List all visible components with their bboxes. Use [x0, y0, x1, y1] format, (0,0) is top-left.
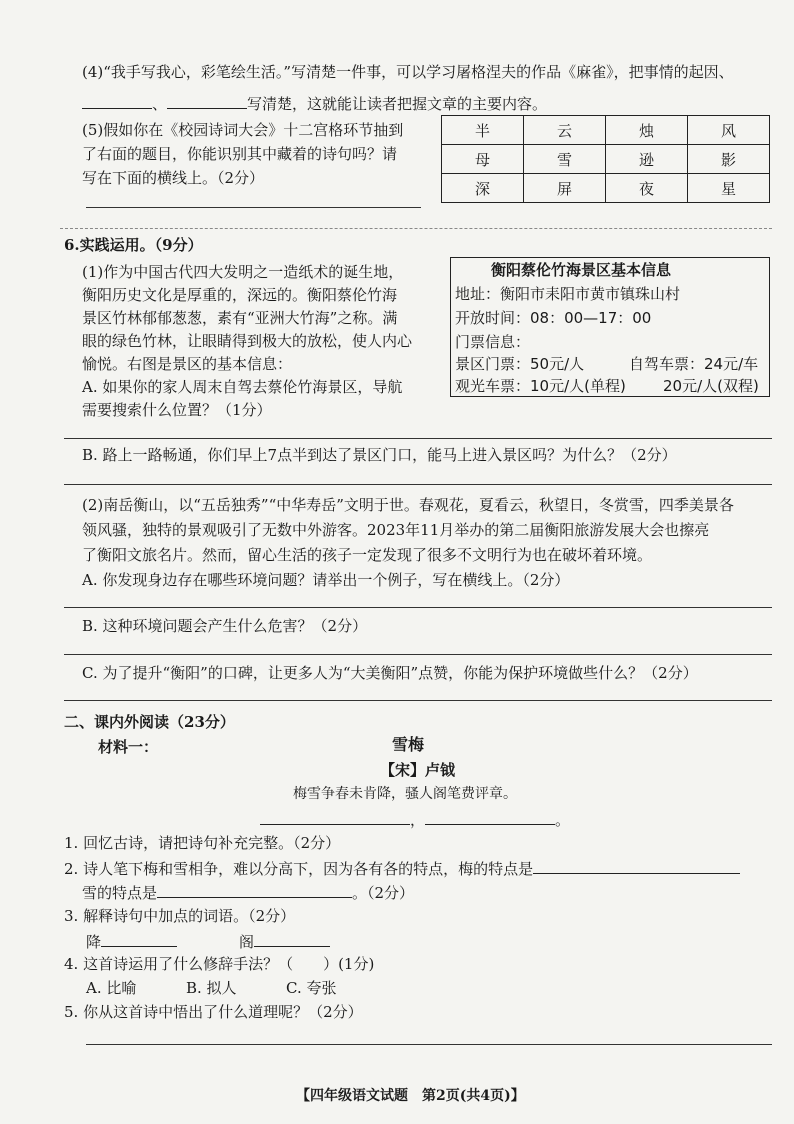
poem-line: 梅雪争春未肯降，骚人阁笔费评章。: [293, 786, 517, 802]
s2-q1: 1. 回忆古诗，请把诗句补充完整。（2分）: [64, 834, 341, 852]
grid-cell[interactable]: 雪: [524, 145, 606, 174]
s2-q2-snow-label: 雪的特点是: [82, 884, 158, 902]
q4-blank-1[interactable]: [82, 92, 152, 109]
q6-p2-qC-answer-line[interactable]: [64, 700, 772, 701]
s2-q2-line1: [64, 857, 740, 879]
q4-separator: 、: [152, 95, 168, 113]
s2-q2-line2: [82, 881, 414, 903]
material-label: 材料一：: [98, 738, 159, 756]
q5-line3: 写在下面的横线上。（2分）: [82, 169, 265, 187]
info-ticket-heading: 门票信息：: [455, 333, 531, 351]
poem-blank-2[interactable]: [425, 808, 555, 825]
s2-q4: 4. 这首诗运用了什么修辞手法？（ ）(1分): [64, 955, 375, 973]
q6-p1-line: 景区竹林郁郁葱葱，素有“亚洲大竹海”之称。满: [82, 309, 398, 327]
q5-answer-line[interactable]: [86, 207, 421, 208]
s2-q3-words: [86, 930, 330, 952]
q6-qA-answer-line[interactable]: [64, 438, 772, 439]
q6-qA-line2: 需要搜索什么位置？（1分）: [82, 401, 272, 419]
s2-q2-plum-blank[interactable]: [533, 857, 740, 874]
poem-blank-line: [260, 808, 570, 830]
section-divider: [60, 228, 772, 229]
info-car-ticket: 自驾车票：24元/车: [629, 355, 759, 373]
s2-q5-answer-line[interactable]: [86, 1044, 772, 1045]
s2-q3: 3. 解释诗句中加点的词语。（2分）: [64, 907, 296, 925]
info-bus-single: 观光车票：10元/人(单程): [455, 377, 626, 395]
s2-q5: 5. 你从这首诗中悟出了什么道理呢？（2分）: [64, 1003, 363, 1021]
grid-cell[interactable]: 风: [688, 116, 770, 145]
grid-cell[interactable]: 逊: [606, 145, 688, 174]
q6-p2-line3: 了衡阳文旅名片。然而，留心生活的孩子一定发现了很多不文明行为也在破坏着环境。: [82, 546, 653, 564]
q4-line2-rest: 写清楚，这就能让读者把握文章的主要内容。: [247, 95, 548, 113]
s2-q2-score: 。（2分）: [352, 884, 415, 902]
s2-q3-blank1[interactable]: [101, 930, 177, 947]
grid-cell[interactable]: 影: [688, 145, 770, 174]
q6-p2-qA-answer-line[interactable]: [64, 607, 772, 608]
q6-p2-qB: B. 这种环境问题会产生什么危害？（2分）: [82, 617, 368, 635]
q6-p1-line: 眼的绿色竹林，让眼睛得到极大的放松，使人内心: [82, 332, 413, 350]
s2-q3-blank2[interactable]: [254, 930, 330, 947]
grid-cell[interactable]: 母: [442, 145, 524, 174]
grid-cell[interactable]: 云: [524, 116, 606, 145]
grid-cell[interactable]: 星: [688, 174, 770, 203]
q6-title: 6.实践运用。（9分）: [64, 236, 203, 254]
poem-title: 雪梅: [392, 735, 425, 754]
info-hours: 开放时间：08：00—17：00: [455, 309, 652, 327]
poem-word-grid: [441, 115, 770, 203]
q5-line2: 了右面的题目，你能识别其中藏着的诗句吗？请: [82, 145, 398, 163]
q4-line1: (4)“我手写我心，彩笔绘生活。”写清楚一件事，可以学习屠格涅夫的作品《麻雀》，把事情的起因、: [82, 63, 734, 81]
s2-q2-text: 2. 诗人笔下梅和雪相争，难以分高下，因为各有各的特点，梅的特点是: [64, 860, 534, 878]
q6-p2-line1: (2)南岳衡山，以“五岳独秀”“中华寿岳”文明于世。春观花，夏看云，秋望日，冬赏雪，四季美景各: [82, 496, 734, 514]
s2-q4-option[interactable]: B. 拟人: [186, 979, 237, 997]
info-title: 衡阳蔡伦竹海景区基本信息: [491, 261, 672, 279]
q6-p2-qA: A. 你发现身边存在哪些环境问题？请举出一个例子，写在横线上。（2分）: [82, 571, 570, 589]
q6-qB-answer-line[interactable]: [64, 484, 772, 485]
s2-q3-word2: 阁: [239, 933, 255, 951]
q6-qA-line1: A. 如果你的家人周末自驾去蔡伦竹海景区，导航: [82, 378, 403, 396]
poem-period: 。: [555, 811, 571, 829]
s2-q2-snow-blank[interactable]: [157, 881, 352, 898]
q6-p2-qB-answer-line[interactable]: [64, 654, 772, 655]
section2-title: 二、课内外阅读（23分）: [64, 713, 235, 731]
s2-q4-option[interactable]: C. 夸张: [286, 979, 337, 997]
q6-qB: B. 路上一路畅通，你们早上7点半到达了景区门口，能马上进入景区吗？为什么？（2分）: [82, 446, 677, 464]
grid-cell[interactable]: 烛: [606, 116, 688, 145]
grid-cell[interactable]: 半: [442, 116, 524, 145]
grid-cell[interactable]: 夜: [606, 174, 688, 203]
q6-p1-line: 衡阳历史文化是厚重的，深远的。衡阳蔡伦竹海: [82, 286, 398, 304]
q6-p1-line: (1)作为中国古代四大发明之一造纸术的诞生地，: [82, 263, 404, 281]
q4-line2: [82, 92, 547, 114]
q6-p2-qC: C. 为了提升“衡阳”的口碑，让更多人为“大美衡阳”点赞，你能为保护环境做些什么？（2分）: [82, 664, 698, 682]
poem-comma: ，: [410, 811, 426, 829]
poem-blank-1[interactable]: [260, 808, 410, 825]
info-gate-ticket: 景区门票：50元/人: [455, 355, 585, 373]
q4-blank-2[interactable]: [167, 92, 247, 109]
q6-p2-line2: 领风骚，独特的景观吸引了无数中外游客。2023年11月举办的第二届衡阳旅游发展大会也擦亮: [82, 521, 710, 539]
info-address: 地址：衡阳市耒阳市黄市镇珠山村: [455, 285, 681, 303]
info-bus-double: 20元/人(双程): [663, 377, 759, 395]
scenic-info-box: [450, 257, 770, 397]
s2-q3-word1: 降: [86, 933, 102, 951]
grid-cell[interactable]: 屏: [524, 174, 606, 203]
s2-q4-option[interactable]: A. 比喻: [86, 979, 137, 997]
page-footer: 【四年级语文试题 第2页(共4页)】: [296, 1088, 525, 1104]
grid-cell[interactable]: 深: [442, 174, 524, 203]
poem-author: 【宋】卢钺: [380, 761, 456, 779]
q5-line1: (5)假如你在《校园诗词大会》十二宫格环节抽到: [82, 121, 404, 139]
q6-p1-line: 愉悦。右图是景区的基本信息：: [82, 355, 293, 373]
